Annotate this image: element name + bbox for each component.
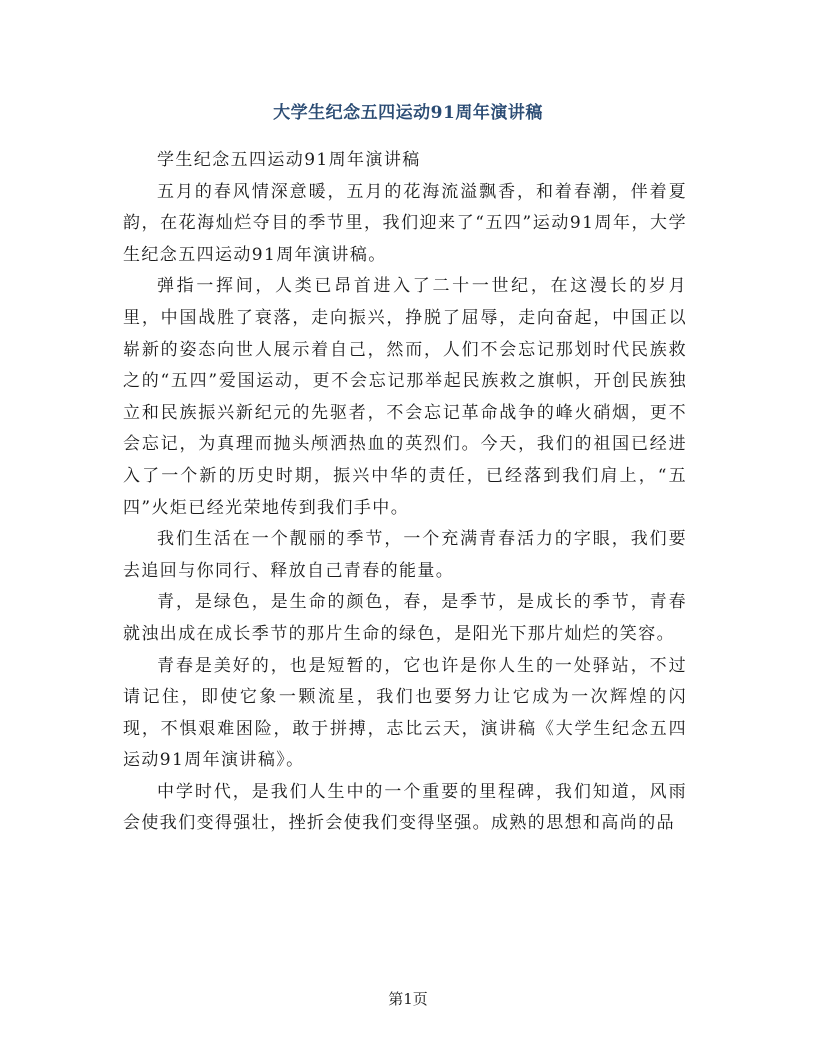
document-body <box>123 145 687 840</box>
paragraph: 我们生活在一个靓丽的季节，一个充满青春活力的字眼，我们要去追回与你同行、释放自己青春的能量。 <box>123 529 687 581</box>
document-title: 大学生纪念五四运动91周年演讲稿 <box>273 103 543 123</box>
paragraph: 学生纪念五四运动91周年演讲稿 <box>157 150 421 170</box>
page-number: 第1页 <box>388 990 428 1008</box>
paragraph: 中学时代，是我们人生中的一个重要的里程碑，我们知道，风雨会使我们变得强壮，挫折会使我们变得坚强。成熟的思想和高尚的品 <box>123 781 687 834</box>
paragraph: 弹指一挥间，人类已昂首进入了二十一世纪，在这漫长的岁月里，中国战胜了衰落，走向振兴，挣脱了屈辱，走向奋起，中国正以崭新的姿态向世人展示着自己，然而，人们不会忘记那划时代民族救之的“五四”爱国运动，更不会忘记那举起民族救之旗帜，开创民族独立和民族振兴新纪元的先驱者，不会忘记革命战争的峰火硝烟，更不会忘记，为真理而抛头颅洒热血的英烈们。今天，我们的祖国已经进入了一个新的历史时期，振兴中华的责任，已经落到我们肩上，“五四”火炬已经光荣地传到我们手中。 <box>123 276 687 518</box>
paragraph: 五月的春风情深意暖，五月的花海流溢飘香，和着春潮，伴着夏韵，在花海灿烂夺目的季节里，我们迎来了“五四”运动91周年，大学生纪念五四运动91周年演讲稿。 <box>123 181 687 265</box>
paragraph: 青，是绿色，是生命的颜色，春，是季节，是成长的季节，青春就浊出成在成长季节的那片生命的绿色，是阳光下那片灿烂的笑容。 <box>123 592 687 644</box>
paragraph: 青春是美好的，也是短暂的，它也许是你人生的一处驿站，不过请记住，即使它象一颗流星，我们也要努力让它成为一次辉煌的闪现，不惧艰难困险，敢于拼搏，志比云天，演讲稿《大学生纪念五四运动91周年演讲稿》。 <box>123 655 687 771</box>
